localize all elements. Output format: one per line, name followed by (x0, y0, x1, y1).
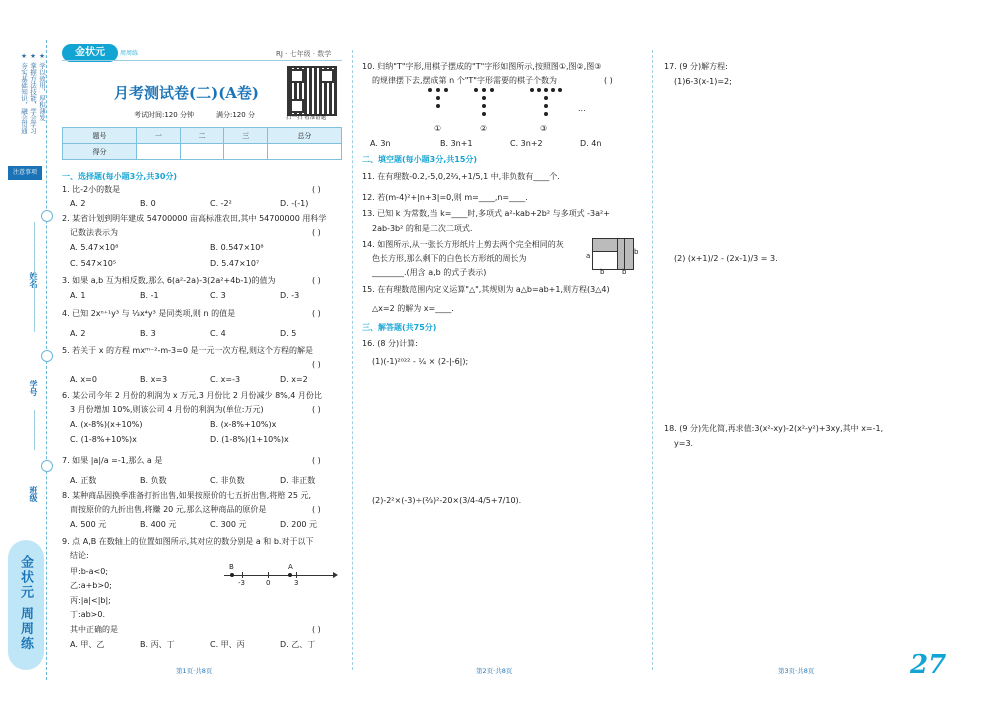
score-header: 一 (137, 128, 181, 144)
option[interactable]: A. 正数 (70, 476, 97, 485)
option[interactable]: C. -2² (210, 199, 232, 208)
option[interactable]: A. 1 (70, 291, 86, 300)
statement: 乙:a+b>0; (70, 581, 112, 590)
option[interactable]: A. 3n (370, 139, 391, 148)
option[interactable]: C. 3n+2 (510, 139, 543, 148)
answer-blank[interactable]: ( ) (312, 276, 321, 285)
answer-blank[interactable]: ( ) (312, 456, 321, 465)
question-13-cont: 2ab-3b² 的和是二次二项式. (372, 224, 473, 233)
question-2: 2. 某省计划到明年建成 54700000 亩高标准农田,其中 54700000 用科学 (62, 214, 327, 223)
answer-blank[interactable]: ( ) (312, 309, 321, 318)
question-2-cont: 记数法表示为 (70, 228, 118, 237)
score-header: 二 (180, 128, 224, 144)
question-8: 8. 某种商品因换季准备打折出售,如果按原价的七五折出售,将赔 25 元, (62, 491, 312, 500)
option[interactable]: D. -3 (280, 291, 300, 300)
page-footer-1: 第1页·共8页 (176, 667, 213, 675)
question-18: 18. (9 分)先化简,再求值:3(x²-xy)-2(x²-y²)+3xy,其中 x=-1, (664, 424, 884, 433)
dim-label-b: b (622, 268, 627, 276)
dim-label-a: a (586, 252, 591, 260)
binding-hole (41, 210, 53, 222)
answer-blank[interactable]: ( ) (312, 360, 321, 369)
score-cell[interactable] (137, 144, 181, 160)
label-a: A (288, 563, 293, 571)
figure-label: ② (480, 124, 488, 133)
score-cell[interactable] (224, 144, 268, 160)
slogan-2: ★ 掌握方法技能，学会学习 (29, 52, 37, 134)
series-tag: RJ · 七年级 · 数学 (276, 50, 332, 58)
name-label: 姓名 (29, 272, 38, 288)
slogan-3: ★ 学以致用，厚积薄发 (38, 52, 46, 121)
qr-code[interactable] (287, 66, 337, 116)
option[interactable]: C. (1-8%+10%)x (70, 435, 137, 444)
option[interactable]: B. -1 (140, 291, 159, 300)
id-line (34, 410, 35, 450)
point-a (288, 573, 292, 577)
score-cell[interactable] (180, 144, 224, 160)
question-15: 15. 在有理数范围内定义运算"△",其规则为 a△b=ab+1,则方程(3△4) (362, 285, 610, 294)
question-14: 14. 如图所示,从一张长方形纸片上剪去两个完全相同的灰 (362, 240, 564, 249)
option[interactable]: C. 4 (210, 329, 226, 338)
question-7: 7. 如果 |a|/a =-1,那么 a 是 (62, 456, 163, 465)
question-16-part-2: (2)-2²×(-3)÷(⅔)²-20×(3/4-4/5+7/10). (372, 496, 522, 505)
binding-strip (0, 0, 60, 703)
option[interactable]: C. x=-3 (210, 375, 241, 384)
binding-hole (41, 460, 53, 472)
question-6-cont: 3 月份增加 10%,则该公司 4 月份的利润为(单位:万元) (70, 405, 264, 414)
option[interactable]: D. 4n (580, 139, 602, 148)
question-12: 12. 若(m-4)²+|n+3|=0,则 m=____,n=____. (362, 193, 528, 202)
option[interactable]: C. 300 元 (210, 520, 247, 529)
option[interactable]: D. x=2 (280, 375, 308, 384)
question-18-cont: y=3. (674, 439, 694, 448)
answer-blank[interactable]: ( ) (312, 228, 321, 237)
statement: 丙:|a|<|b|; (70, 596, 111, 605)
question-9-ask: 其中正确的是 (70, 625, 118, 634)
label-b: B (229, 563, 234, 571)
score-header: 题号 (63, 128, 137, 144)
option[interactable]: A. 2 (70, 199, 86, 208)
brand-sub: 周周练 (120, 50, 139, 57)
option[interactable]: D. 非正数 (280, 476, 316, 485)
option[interactable]: B. 400 元 (140, 520, 177, 529)
section-solve-heading: 三、解答题(共75分) (362, 323, 437, 332)
question-15-cont: △x=2 的解为 x=____. (372, 304, 454, 313)
notice-tag: 注意事项 (8, 166, 42, 180)
figure-label: ① (434, 124, 442, 133)
option[interactable]: C. 非负数 (210, 476, 245, 485)
statement: 丁:ab>0. (70, 610, 106, 619)
option[interactable]: B. (x-8%+10%)x (210, 420, 277, 429)
figure-label: ③ (540, 124, 548, 133)
name-line (34, 222, 35, 332)
rectangle-figure (592, 238, 634, 270)
section-fill-heading: 二、填空题(每小题3分,共15分) (362, 155, 478, 164)
option[interactable]: A. 甲、乙 (70, 640, 105, 649)
binding-hole (41, 350, 53, 362)
page-footer-3: 第3页·共8页 (778, 667, 815, 675)
dim-label-b: b (634, 248, 639, 256)
option[interactable]: A. (x-8%)(x+10%) (70, 420, 143, 429)
option[interactable]: B. 丙、丁 (140, 640, 175, 649)
option[interactable]: C. 547×10⁵ (70, 259, 117, 268)
option[interactable]: B. 0.547×10⁸ (210, 243, 264, 252)
question-11: 11. 在有理数-0.2,-5,0,2⅔,+1/5,1 中,非负数有____个. (362, 172, 560, 181)
option[interactable]: B. 0 (140, 199, 156, 208)
option[interactable]: A. 2 (70, 329, 86, 338)
option[interactable]: C. 3 (210, 291, 226, 300)
question-1: 1. 比-2小的数是 (62, 185, 121, 194)
page-number: 27 (910, 650, 947, 680)
question-14-answer: ________.(用含 a,b 的式子表示) (372, 268, 487, 277)
question-17-part-1: (1)6-3(x-1)=2; (674, 77, 732, 86)
question-14-cont: 色长方形,那么剩下的白色长方形纸的周长为 (372, 254, 527, 263)
question-9-cont: 结论: (70, 551, 89, 560)
tick-label: -3 (238, 579, 245, 587)
score-header: 三 (224, 128, 268, 144)
question-3: 3. 如果 a,b 互为相反数,那么 6(a²-2a)-3(2a²+4b-1)的值为 (62, 276, 276, 285)
question-13: 13. 已知 k 为常数,当 k=____时,多项式 a²-kab+2b² 与多项式 -3a²+ (362, 209, 610, 218)
option[interactable]: D. 5.47×10⁷ (210, 259, 260, 268)
tick-label: 3 (294, 579, 299, 587)
answer-blank[interactable]: ( ) (312, 405, 321, 414)
option[interactable]: A. 500 元 (70, 520, 107, 529)
option[interactable]: A. x=0 (70, 375, 97, 384)
qr-caption: 扫一扫 看准错题 (286, 115, 327, 121)
dim-label-b: b (600, 268, 605, 276)
page-footer-2: 第2页·共8页 (476, 667, 513, 675)
question-9: 9. 点 A,B 在数轴上的位置如图所示,其对应的数分别是 a 和 b.对于以下 (62, 537, 314, 546)
section-choice-heading: 一、选择题(每小题3分,共30分) (62, 172, 178, 181)
option[interactable]: B. 3 (140, 329, 156, 338)
id-label: 学号 (29, 380, 38, 396)
side-brand: 金状元 周周练 (18, 555, 33, 652)
question-16: 16. (8 分)计算: (362, 339, 418, 348)
option[interactable]: A. 5.47×10⁸ (70, 243, 119, 252)
option[interactable]: D. (1-8%)(1+10%)x (210, 435, 289, 444)
full-score: 满分:120 分 (216, 111, 255, 119)
option[interactable]: D. 200 元 (280, 520, 318, 529)
answer-blank[interactable]: ( ) (312, 505, 321, 514)
ellipsis: ... (578, 104, 586, 113)
score-header: 总分 (267, 128, 341, 144)
question-5: 5. 若关于 x 的方程 mxᵐ⁻²-m-3=0 是一元一次方程,则这个方程的解是 (62, 346, 314, 355)
question-10-cont: 的规律摆下去,摆成第 n 个"T"字形需要的棋子个数为 (372, 76, 557, 85)
answer-blank[interactable]: ( ) (312, 625, 321, 634)
question-6: 6. 某公司今年 2 月份的利润为 x 万元,3 月份比 2 月份减少 8%,4 月份比 (62, 391, 322, 400)
option[interactable]: C. 甲、丙 (210, 640, 245, 649)
paper-title: 月考测试卷(二)(A卷) (114, 84, 260, 102)
column-divider (352, 50, 353, 670)
answer-blank[interactable]: ( ) (312, 185, 321, 194)
statement: 甲:b-a<0; (70, 567, 109, 576)
header-rule (62, 60, 342, 61)
number-line (224, 575, 334, 576)
option[interactable]: B. 负数 (140, 476, 167, 485)
option[interactable]: D. -(-1) (280, 199, 309, 208)
option[interactable]: B. x=3 (140, 375, 168, 384)
question-4: 4. 已知 2xⁿ⁺¹y³ 与 ⅓x⁴y³ 是同类项,则 n 的值是 (62, 309, 236, 318)
class-label: 班级 (29, 486, 38, 502)
option[interactable]: B. 3n+1 (440, 139, 473, 148)
slogan-1: ★ 夯实基础知识，融会贯通 (20, 52, 28, 134)
question-17-part-2: (2) (x+1)/2 - (2x-1)/3 = 3. (674, 254, 778, 263)
question-16-part-1: (1)(-1)²⁰²² - ¼ × (2-|-6|); (372, 357, 469, 366)
score-table (62, 127, 342, 160)
tick-label: 0 (266, 579, 271, 587)
column-divider (652, 50, 653, 670)
exam-time: 考试时间:120 分钟 (134, 111, 194, 119)
option[interactable]: D. 5 (280, 329, 297, 338)
question-17: 17. (9 分)解方程: (664, 62, 728, 71)
option[interactable]: D. 乙、丁 (280, 640, 316, 649)
t-figure-2 (474, 88, 494, 122)
question-8-cont: 而按原价的九折出售,将赚 20 元,那么这种商品的原价是 (70, 505, 267, 514)
t-figure-3 (530, 88, 558, 128)
point-b (230, 573, 234, 577)
question-10: 10. 归纳"T"字形,用棋子摆成的"T"字形如图所示,按照图①,图②,图③ (362, 62, 602, 71)
t-figure-1 (428, 88, 448, 122)
brand-logo: 金状元 (62, 44, 118, 62)
answer-blank[interactable]: ( ) (604, 76, 613, 85)
score-cell[interactable] (267, 144, 341, 160)
score-row-label: 得分 (63, 144, 137, 160)
